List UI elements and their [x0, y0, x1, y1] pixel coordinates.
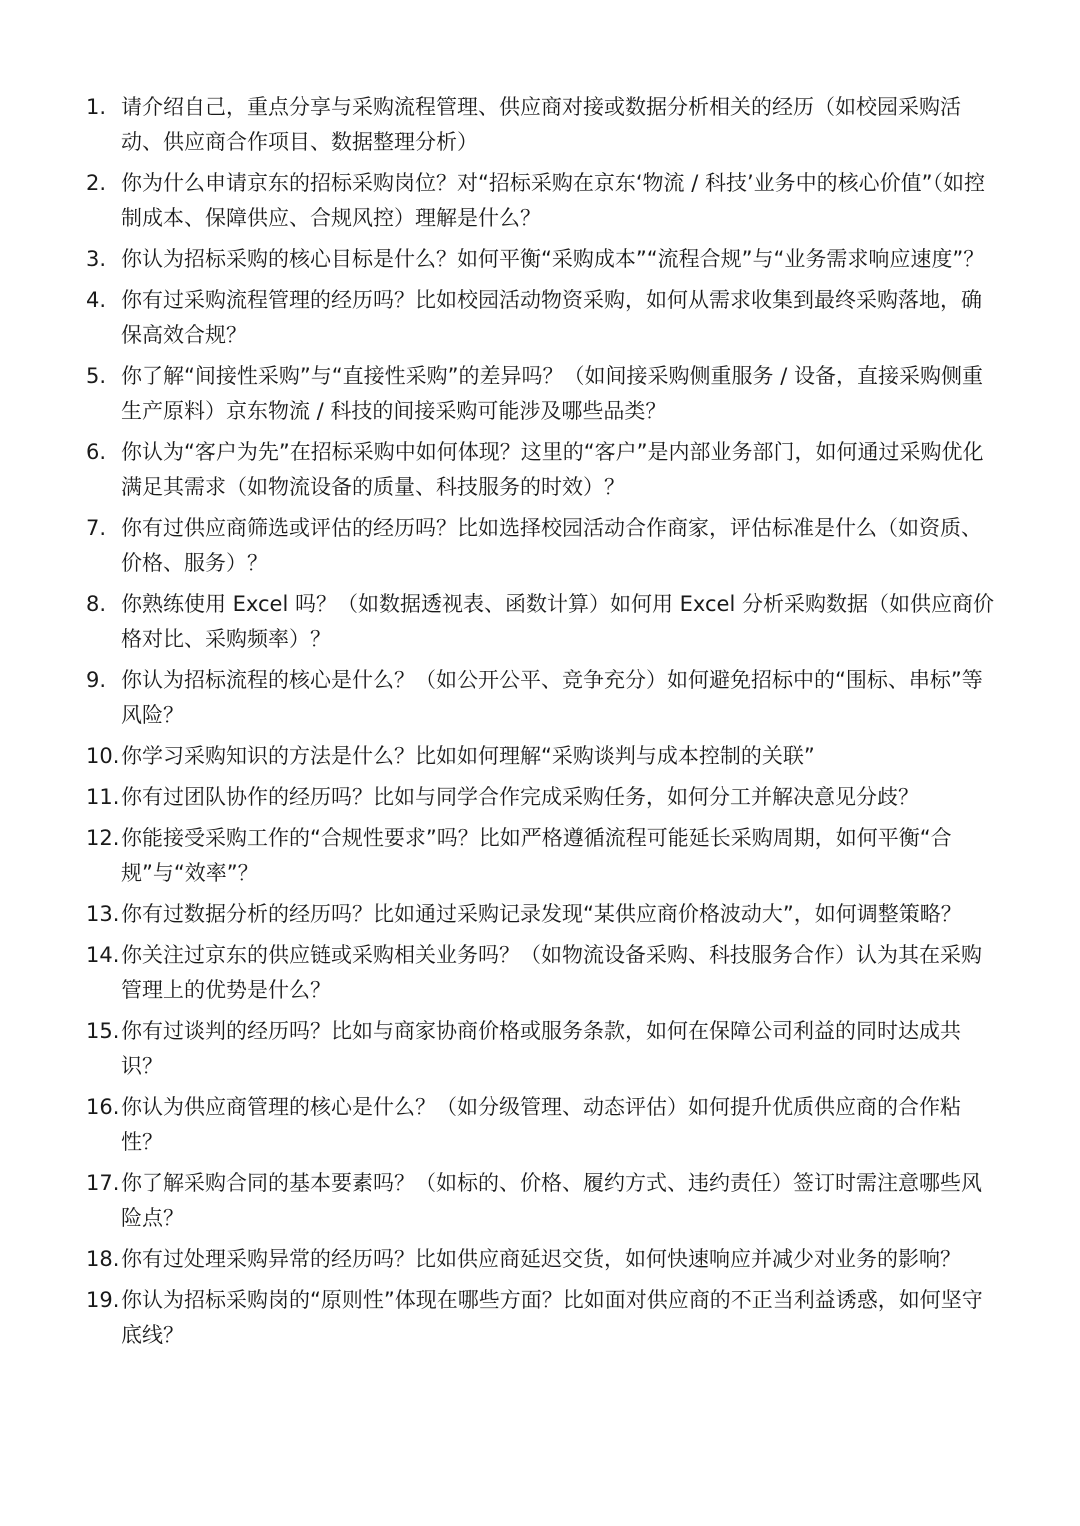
question-number: 4.	[86, 288, 107, 312]
question-number: 9.	[86, 668, 107, 692]
question-text: 你能接受采购工作的“合规性要求”吗？比如严格遵循流程可能延长采购周期，如何平衡“合规”与“效率”？	[121, 826, 952, 885]
question-number: 1.	[86, 95, 107, 119]
question-text: 你有过供应商筛选或评估的经历吗？比如选择校园活动合作商家，评估标准是什么（如资质、价格、服务）？	[121, 516, 982, 575]
question-text: 你有过谈判的经历吗？比如与商家协商价格或服务条款，如何在保障公司利益的同时达成共识？	[121, 1019, 961, 1078]
question-text: 你有过处理采购异常的经历吗？比如供应商延迟交货，如何快速响应并减少对业务的影响？	[121, 1247, 961, 1271]
question-text: 你有过数据分析的经历吗？比如通过采购记录发现“某供应商价格波动大”，如何调整策略？	[121, 902, 962, 926]
question-number: 7.	[86, 516, 107, 540]
question-item	[86, 587, 998, 657]
question-text: 你了解采购合同的基本要素吗？（如标的、价格、履约方式、违约责任）签订时需注意哪些风险点？	[121, 1171, 982, 1230]
question-number: 17.	[86, 1171, 120, 1195]
question-item	[86, 90, 998, 160]
question-item	[86, 1014, 998, 1084]
question-text: 你为什么申请京东的招标采购岗位？对“招标采购在京东‘物流 / 科技’业务中的核心价值”（如控制成本、保障供应、合规风控）理解是什么？	[121, 171, 986, 230]
question-item	[86, 435, 998, 505]
question-number: 2.	[86, 171, 107, 195]
question-number: 13.	[86, 902, 120, 926]
question-item	[86, 1090, 998, 1160]
question-list	[86, 90, 998, 1359]
question-number: 18.	[86, 1247, 120, 1271]
question-number: 6.	[86, 440, 107, 464]
question-number: 11.	[86, 785, 120, 809]
question-item	[86, 1166, 998, 1236]
question-item	[86, 1283, 998, 1353]
question-text: 你有过团队协作的经历吗？比如与同学合作完成采购任务，如何分工并解决意见分歧？	[121, 785, 919, 809]
question-number: 14.	[86, 943, 120, 967]
question-item	[86, 821, 998, 891]
question-item	[86, 1242, 998, 1277]
question-number: 10.	[86, 744, 120, 768]
question-text: 你有过采购流程管理的经历吗？比如校园活动物资采购，如何从需求收集到最终采购落地，确保高效合规？	[121, 288, 982, 347]
question-text: 你认为招标流程的核心是什么？（如公开公平、竞争充分）如何避免招标中的“围标、串标”等风险？	[121, 668, 983, 727]
question-item	[86, 739, 998, 774]
question-text: 你关注过京东的供应链或采购相关业务吗？（如物流设备采购、科技服务合作）认为其在采购管理上的优势是什么？	[121, 943, 982, 1002]
question-text: 你了解“间接性采购”与“直接性采购”的差异吗？（如间接采购侧重服务 / 设备，直接采购侧重生产原料）京东物流 / 科技的间接采购可能涉及哪些品类？	[121, 364, 983, 423]
question-item	[86, 166, 998, 236]
question-item	[86, 283, 998, 353]
question-item	[86, 780, 998, 815]
question-text: 你认为“客户为先”在招标采购中如何体现？这里的“客户”是内部业务部门，如何通过采购优化满足其需求（如物流设备的质量、科技服务的时效）？	[121, 440, 984, 499]
question-text: 你学习采购知识的方法是什么？比如如何理解“采购谈判与成本控制的关联”	[121, 744, 815, 768]
question-number: 12.	[86, 826, 120, 850]
question-item	[86, 938, 998, 1008]
question-text: 你熟练使用 Excel 吗？（如数据透视表、函数计算）如何用 Excel 分析采购数据（如供应商价格对比、采购频率）？	[121, 592, 994, 651]
question-number: 5.	[86, 364, 107, 388]
question-item	[86, 359, 998, 429]
question-number: 3.	[86, 247, 107, 271]
question-item	[86, 511, 998, 581]
question-text: 你认为招标采购的核心目标是什么？如何平衡“采购成本”“流程合规”与“业务需求响应速度”？	[121, 247, 985, 271]
question-item	[86, 242, 998, 277]
question-text: 你认为招标采购岗的“原则性”体现在哪些方面？比如面对供应商的不正当利益诱惑，如何坚守底线？	[121, 1288, 983, 1347]
question-number: 8.	[86, 592, 107, 616]
question-number: 19.	[86, 1288, 120, 1312]
question-text: 你认为供应商管理的核心是什么？（如分级管理、动态评估）如何提升优质供应商的合作粘性？	[121, 1095, 961, 1154]
question-item	[86, 897, 998, 932]
question-number: 16.	[86, 1095, 120, 1119]
question-item	[86, 663, 998, 733]
question-text: 请介绍自己，重点分享与采购流程管理、供应商对接或数据分析相关的经历（如校园采购活动、供应商合作项目、数据整理分析）	[121, 95, 961, 154]
question-number: 15.	[86, 1019, 120, 1043]
